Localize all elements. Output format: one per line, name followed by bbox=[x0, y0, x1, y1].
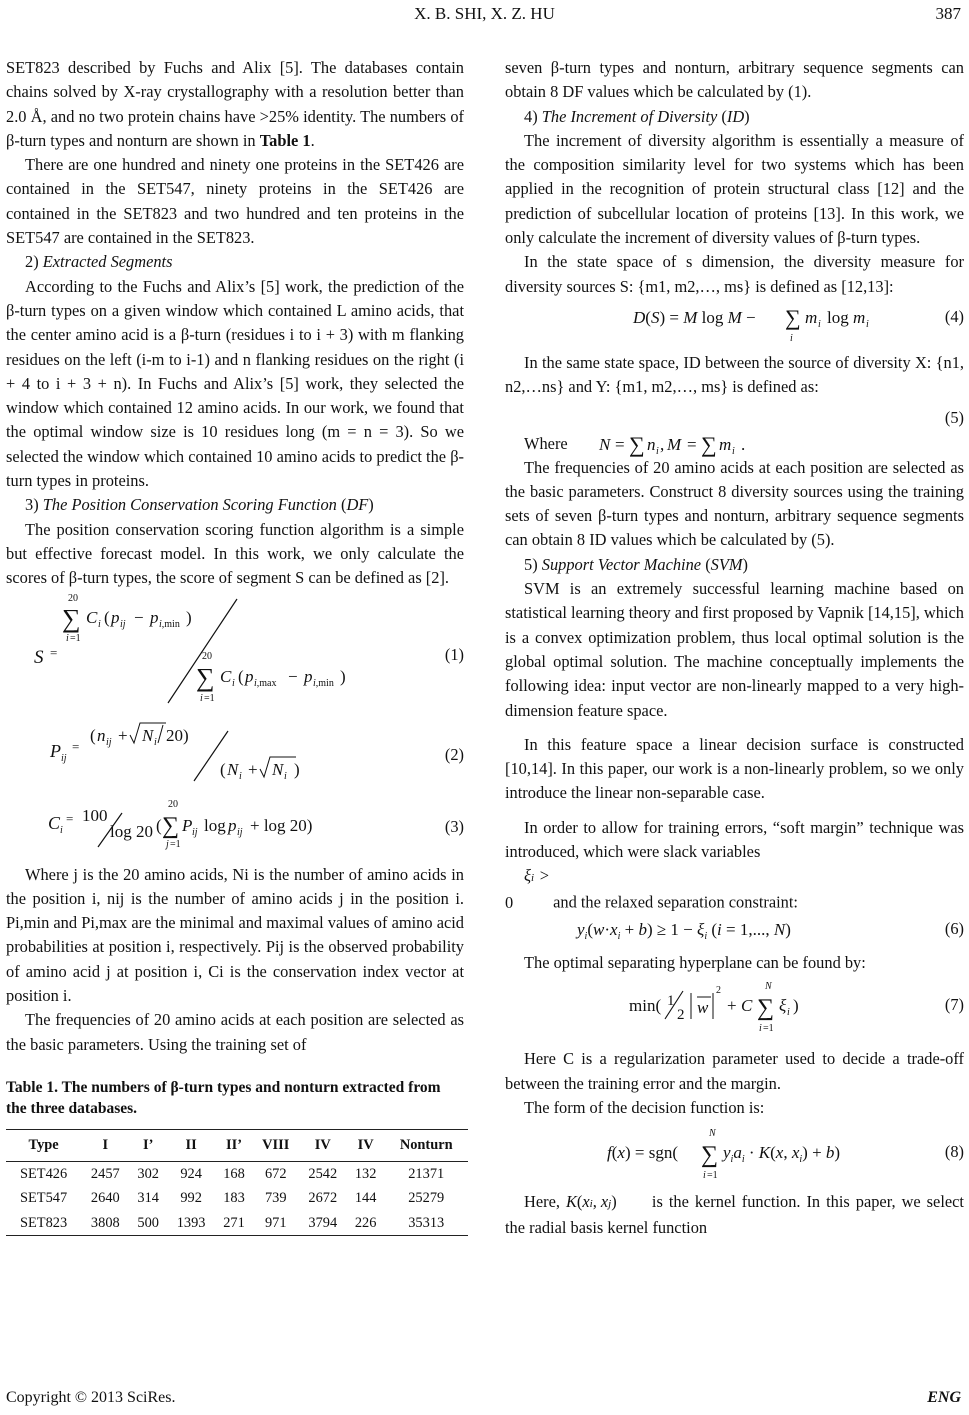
svg-text:log: log bbox=[827, 307, 849, 327]
svg-text:=1: =1 bbox=[763, 1023, 774, 1035]
column-header: VIII bbox=[253, 1129, 299, 1161]
column-header: Nonturn bbox=[384, 1129, 468, 1161]
section-number: 4) bbox=[524, 106, 542, 126]
svg-text:P: P bbox=[182, 815, 193, 835]
svg-text:m: m bbox=[719, 434, 732, 454]
table-cell: 35313 bbox=[384, 1211, 468, 1236]
svg-text:n: n bbox=[97, 725, 106, 745]
paragraph: In this feature space a linear decision surface is constructed [10,14]. In this paper, our work is a non-linearly problem, so we only introduce the linear non-separable case. bbox=[505, 734, 964, 803]
svg-text:+: + bbox=[727, 996, 737, 1016]
table-cell: 21371 bbox=[408, 1165, 445, 1182]
svg-text:w: w bbox=[697, 998, 709, 1018]
svg-text:i: i bbox=[790, 332, 793, 344]
section-abbr: ID bbox=[726, 106, 745, 126]
svg-text:p: p bbox=[228, 815, 237, 835]
paragraph: The frequencies of 20 amino acids at each position are selected as the basic parameters. Construct 8 diversity sources using the training sets of seven β-turn types and nonturn, arbitrary sequence segments can obtain 8 ID values which be calculated by (5). bbox=[505, 457, 964, 550]
table-cell: SET823 bbox=[6, 1211, 81, 1236]
right-column bbox=[505, 56, 964, 1241]
equation-3-graphic bbox=[6, 791, 464, 853]
svg-text:S: S bbox=[34, 646, 44, 668]
paragraph: SVM is an extremely successful learning machine based on statistical learning theory and first proposed by Vapnik [14,15], which is a convex optimization problem, thus local optimal solution is the global optimal solution. The machine conceptually implements the following idea: input vector are non-linearly mapped to a very high-dimension feature space. bbox=[505, 579, 964, 720]
table-reference[interactable]: Table 1 bbox=[259, 130, 311, 150]
section-abbr: SVM bbox=[710, 554, 743, 574]
svg-text:): ) bbox=[186, 607, 192, 627]
svg-text:log: log bbox=[204, 815, 226, 835]
svg-text:C: C bbox=[741, 996, 753, 1016]
paragraph: In the same state space, ID between the source of diversity X: {n1, n2,…ns} and Y: {m1, m2,…, ms} is defined as: bbox=[505, 352, 964, 397]
table-cell: 168 bbox=[223, 1165, 245, 1182]
table-cell: 971 bbox=[253, 1211, 299, 1236]
equation-sums bbox=[597, 428, 797, 458]
svg-text:i: i bbox=[200, 692, 203, 704]
section-title: The Increment of Diversity bbox=[541, 106, 718, 126]
data-table bbox=[6, 1129, 468, 1236]
paragraph-text: SET823 described by Fuchs and Alix [5]. The databases contain chains solved by X-ray crystallography with a resolution better than 2.0 Å, and no two protein chains have >25% identity. The numbers of β-turn types and nonturn are shown in bbox=[6, 58, 464, 150]
svg-text:m: m bbox=[805, 307, 818, 327]
equation-number: (8) bbox=[944, 1142, 964, 1162]
xi-inequality: ξi > 0 bbox=[505, 866, 549, 912]
column-header: IV bbox=[299, 1129, 347, 1161]
svg-text:+: + bbox=[118, 725, 128, 745]
equation-number: (7) bbox=[944, 995, 964, 1015]
svg-text:−: − bbox=[134, 607, 144, 627]
equation-4 bbox=[505, 299, 964, 351]
section-heading: 4) The Increment of Diversity (ID) bbox=[524, 106, 750, 126]
table-cell: 739 bbox=[264, 1190, 287, 1207]
svg-text:ij: ij bbox=[192, 826, 198, 838]
table-cell: 183 bbox=[223, 1190, 245, 1207]
svg-text:N: N bbox=[272, 759, 284, 779]
svg-text:=: = bbox=[687, 434, 697, 454]
column-header: Type bbox=[6, 1129, 81, 1161]
table-cell: 314 bbox=[137, 1190, 159, 1207]
svg-text:m: m bbox=[853, 307, 866, 327]
svg-text:C: C bbox=[48, 812, 61, 833]
paragraph: The position conservation scoring function algorithm is a simple but effective forecast model. In this work, we only calculate the scores of β-turn types, the score of segment S can be defined as [2]. bbox=[6, 519, 464, 588]
svg-text:=1: =1 bbox=[70, 632, 81, 644]
svg-text:yi(w·xi + b) ≥ 1 − ξi (i =: $y_i(w\cdot x_i + b) \ge 1 - \xi_i$ (i = 1,..., N) bbox=[577, 919, 791, 942]
table-cell: 2640 bbox=[90, 1190, 120, 1207]
svg-text:N: N bbox=[599, 434, 611, 454]
equation-number: (2) bbox=[444, 744, 464, 764]
table-cell: SET547 bbox=[20, 1190, 68, 1207]
svg-text:i: i bbox=[154, 736, 157, 748]
table-cell: 3794 bbox=[299, 1211, 347, 1236]
table-cell: 992 bbox=[180, 1190, 202, 1207]
equation-number: (1) bbox=[444, 644, 464, 664]
table-row bbox=[6, 1186, 468, 1210]
section-number: 5) bbox=[524, 554, 542, 574]
paragraph bbox=[505, 816, 964, 915]
running-header bbox=[0, 4, 969, 28]
svg-text:C: C bbox=[220, 666, 232, 686]
table-row bbox=[6, 1161, 468, 1186]
svg-text:∑: ∑ bbox=[196, 662, 215, 692]
svg-text:ij: ij bbox=[237, 826, 243, 838]
copyright: Copyright © 2013 SciRes. bbox=[6, 1389, 176, 1406]
svg-text:i: i bbox=[703, 1170, 706, 1182]
svg-text:=1: =1 bbox=[707, 1170, 718, 1182]
equation-1 bbox=[6, 591, 464, 717]
svg-text:20): 20) bbox=[166, 725, 189, 745]
svg-text:D(S) = M log M −: D(S) = M log M − bbox=[633, 307, 756, 327]
svg-text:N: N bbox=[227, 759, 239, 779]
table-header-row bbox=[6, 1129, 468, 1161]
equation-number: (6) bbox=[944, 918, 964, 938]
paragraph: There are one hundred and ninety one proteins in the SET426 are contained in the SET547, ninety proteins in the SET426 are contained in the SET823 and two hundred and ten proteins in the SET547 are contained in the SET823. bbox=[6, 155, 464, 248]
svg-text:+ log 20): + log 20) bbox=[250, 815, 313, 835]
svg-text:p: p bbox=[304, 666, 313, 686]
svg-text:∑: ∑ bbox=[757, 995, 775, 1022]
equation-8-graphic bbox=[505, 1120, 964, 1184]
paragraph bbox=[505, 1190, 964, 1241]
svg-text:): ) bbox=[294, 759, 300, 779]
svg-text:i: i bbox=[239, 770, 242, 782]
table-cell: 132 bbox=[354, 1165, 377, 1182]
section-title: Extracted Segments bbox=[42, 252, 173, 272]
svg-text:i,max: i,max bbox=[254, 677, 277, 689]
table-caption: Table 1. The numbers of β-turn types and nonturn extracted from the three databases. bbox=[6, 1078, 441, 1117]
equation-6-graphic bbox=[505, 915, 964, 945]
svg-text:i: i bbox=[284, 770, 287, 782]
paragraph: In the state space of s dimension, the diversity measure for diversity sources S: {m1, m2,…, ms} is defined as [12,13]: bbox=[505, 252, 964, 296]
svg-text:i: i bbox=[818, 318, 821, 330]
svg-text:(: ( bbox=[104, 607, 110, 627]
column-header: II’ bbox=[215, 1129, 253, 1161]
svg-text:N: N bbox=[765, 981, 772, 993]
section-number: 3) bbox=[25, 495, 43, 515]
svg-text:i: i bbox=[60, 824, 63, 836]
equation-number: (4) bbox=[944, 306, 964, 326]
section-heading bbox=[6, 250, 464, 274]
svg-text:p: p bbox=[150, 607, 159, 627]
paragraph: The increment of diversity algorithm is essentially a measure of the composition similarity level for two systems which has been applied in the recognition of protein structural class [12] and the prediction of subcellular location of proteins [13]. In this work, we only calculate the increment of diversity values of β-turn types. bbox=[505, 130, 964, 248]
svg-text:20: 20 bbox=[202, 650, 212, 662]
svg-text:∑: ∑ bbox=[701, 431, 717, 457]
svg-text:ij: ij bbox=[61, 752, 67, 764]
table-cell: 226 bbox=[347, 1211, 385, 1236]
equation-4-graphic bbox=[505, 299, 964, 351]
svg-text:=1: =1 bbox=[170, 838, 181, 850]
svg-text:M: M bbox=[667, 434, 682, 454]
kernel-notation: K(xi, xj) bbox=[565, 1192, 617, 1212]
svg-text:P: P bbox=[50, 740, 61, 761]
table-cell: 1393 bbox=[167, 1211, 215, 1236]
table-cell: 672 bbox=[264, 1165, 287, 1182]
paragraph: The frequencies of 20 amino acids at each position are selected as the basic parameters. Using the training set of bbox=[6, 1010, 464, 1054]
equation-3 bbox=[6, 791, 464, 853]
svg-text:ξ: ξ bbox=[779, 996, 787, 1016]
column-header: I bbox=[81, 1129, 129, 1161]
svg-text:(: ( bbox=[156, 815, 162, 835]
paragraph bbox=[505, 432, 964, 456]
svg-text:i: i bbox=[866, 318, 869, 330]
svg-text:i,min: i,min bbox=[159, 618, 180, 630]
svg-text:i: i bbox=[98, 618, 101, 630]
svg-text:i: i bbox=[759, 1023, 762, 1035]
paragraph: The optimal separating hyperplane can be found by: bbox=[524, 952, 866, 972]
svg-text:−: − bbox=[288, 666, 298, 686]
paragraph-text: . bbox=[310, 130, 315, 150]
svg-text:n: n bbox=[647, 434, 656, 454]
svg-text:20: 20 bbox=[168, 798, 178, 810]
equation-2 bbox=[6, 717, 464, 791]
svg-text:=: = bbox=[72, 738, 80, 754]
svg-text:2: 2 bbox=[716, 985, 721, 997]
table-cell: SET426 bbox=[20, 1165, 68, 1182]
paragraph: seven β-turn types and nonturn, arbitrary sequence segments can obtain 8 DF values which be calculated by (1). bbox=[505, 58, 964, 102]
svg-text:(: ( bbox=[90, 725, 96, 745]
paragraph: Here C is a regularization parameter used to decide a trade-off between the training error and the margin. bbox=[505, 1049, 964, 1093]
svg-text:1: 1 bbox=[667, 993, 675, 1010]
svg-text:100: 100 bbox=[82, 805, 108, 825]
svg-text:(: ( bbox=[238, 666, 244, 686]
svg-text:=: = bbox=[615, 434, 625, 454]
svg-text:yiai · K(x, xi) + b): $y_ia_i \cdot K(x$, $x_i) + b$) bbox=[723, 1143, 841, 1166]
paragraph-text: In order to allow for training errors, “soft margin” technique was introduced, which were slack variables bbox=[505, 817, 964, 862]
svg-text:log 20: log 20 bbox=[110, 821, 153, 841]
svg-text:∑: ∑ bbox=[629, 431, 645, 457]
table-cell: 3808 bbox=[81, 1211, 129, 1236]
svg-text:): ) bbox=[793, 996, 799, 1016]
svg-text:=: = bbox=[50, 644, 58, 660]
svg-text:min(: min( bbox=[629, 996, 662, 1016]
svg-text:p: p bbox=[111, 607, 120, 627]
svg-text:∑: ∑ bbox=[162, 812, 180, 839]
equation-8 bbox=[505, 1120, 964, 1184]
table-cell: 500 bbox=[129, 1211, 167, 1236]
table-cell: 2672 bbox=[308, 1190, 338, 1207]
section-number: 2) bbox=[25, 252, 43, 272]
svg-text:20: 20 bbox=[68, 592, 78, 604]
svg-text:N: N bbox=[142, 725, 154, 745]
header-authors: X. B. SHI, X. Z. HU bbox=[414, 4, 555, 23]
section-heading: 3) The Position Conservation Scoring Function (DF) bbox=[25, 495, 374, 515]
paragraph: Where j is the 20 amino acids, Ni is the number of amino acids in the position i, nij is the number of amino acids j in the position i. Pi,min and Pi,max are the minimal and maximal values of amino acid probabilities at position i, respectively. Pij is the observed probability of amino acid j at position i, Ci is the conservation index vector at position i. bbox=[6, 864, 464, 1006]
page-number: 387 bbox=[935, 4, 961, 23]
left-column bbox=[6, 56, 464, 1236]
svg-text:2: 2 bbox=[677, 1007, 685, 1024]
equation-2-graphic bbox=[6, 717, 464, 791]
equation-number: (5) bbox=[944, 407, 964, 427]
paragraph bbox=[6, 56, 464, 153]
paragraph-text: Here, bbox=[524, 1192, 560, 1212]
equation-7-graphic bbox=[505, 975, 964, 1039]
table-cell: 25279 bbox=[408, 1190, 445, 1207]
svg-text:ij: ij bbox=[106, 736, 112, 748]
equation-6 bbox=[505, 915, 964, 945]
svg-text:j: j bbox=[166, 838, 169, 850]
svg-text:∑: ∑ bbox=[785, 304, 801, 330]
svg-text:i: i bbox=[66, 632, 69, 644]
svg-text:N: N bbox=[709, 1128, 716, 1140]
table-cell: 2457 bbox=[90, 1165, 120, 1182]
paragraph: According to the Fuchs and Alix’s [5] work, the prediction of the β-turn types on a given window which contained L amino acids, that the center amino acid is a β-turn (residues i to i + 3) with m flanking residues on the left (i-m to i-1) and n flanking residues on the right (i + 4 to i + 3 + n). In Fuchs and Alix’s [5] work, they selected the window which contained 12 amino acids. In our work, we found that the optimal window size is 10 residues long (m = n = 3). So we selected the window which contained 10 amino acids to predict the β-turn types in proteins. bbox=[6, 276, 464, 491]
svg-text:ij: ij bbox=[120, 618, 126, 630]
table-cell: 144 bbox=[354, 1190, 377, 1207]
svg-text:,: , bbox=[660, 434, 665, 454]
equation-number: (3) bbox=[444, 816, 464, 836]
svg-text:i: i bbox=[732, 445, 735, 457]
svg-text:=1: =1 bbox=[204, 692, 215, 704]
section-heading: 5) Support Vector Machine (SVM) bbox=[524, 554, 748, 574]
table-cell: 302 bbox=[137, 1165, 159, 1182]
svg-text:∑: ∑ bbox=[62, 603, 81, 633]
column-header: IV bbox=[347, 1129, 385, 1161]
section-title: The Position Conservation Scoring Function bbox=[42, 495, 337, 515]
table-row bbox=[6, 1211, 468, 1236]
svg-text:p: p bbox=[245, 666, 254, 686]
svg-text:=: = bbox=[66, 810, 74, 826]
equation-1-graphic bbox=[6, 591, 464, 717]
section-abbr: DF bbox=[346, 495, 369, 515]
svg-text:i: i bbox=[232, 677, 235, 689]
table-cell: 271 bbox=[215, 1211, 253, 1236]
svg-text:i: i bbox=[656, 445, 659, 457]
column-header: II bbox=[167, 1129, 215, 1161]
paragraph-text: is the kernel function. In this paper, we select the radial basis kernel function bbox=[505, 1192, 964, 1238]
equation-7 bbox=[505, 975, 964, 1039]
where-label: Where bbox=[524, 433, 568, 453]
table-cell: 2542 bbox=[308, 1165, 338, 1182]
paragraph: The form of the decision function is: bbox=[524, 1097, 765, 1117]
journal-name: ENG bbox=[927, 1389, 961, 1406]
svg-text:(: ( bbox=[220, 759, 226, 779]
svg-text:+: + bbox=[248, 759, 258, 779]
svg-text:C: C bbox=[86, 607, 98, 627]
svg-text:f(x) = sgn(: f(x) = sgn( bbox=[607, 1143, 678, 1163]
svg-text:i: i bbox=[787, 1007, 790, 1019]
svg-text:i,min: i,min bbox=[313, 677, 334, 689]
svg-text:.: . bbox=[741, 434, 746, 454]
section-title: Support Vector Machine bbox=[541, 554, 702, 574]
svg-text:): ) bbox=[340, 666, 346, 686]
svg-text:∑: ∑ bbox=[701, 1142, 719, 1169]
column-header: I’ bbox=[129, 1129, 167, 1161]
table-cell: 924 bbox=[180, 1165, 202, 1182]
paragraph-text: and the relaxed separation constraint: bbox=[553, 892, 798, 912]
